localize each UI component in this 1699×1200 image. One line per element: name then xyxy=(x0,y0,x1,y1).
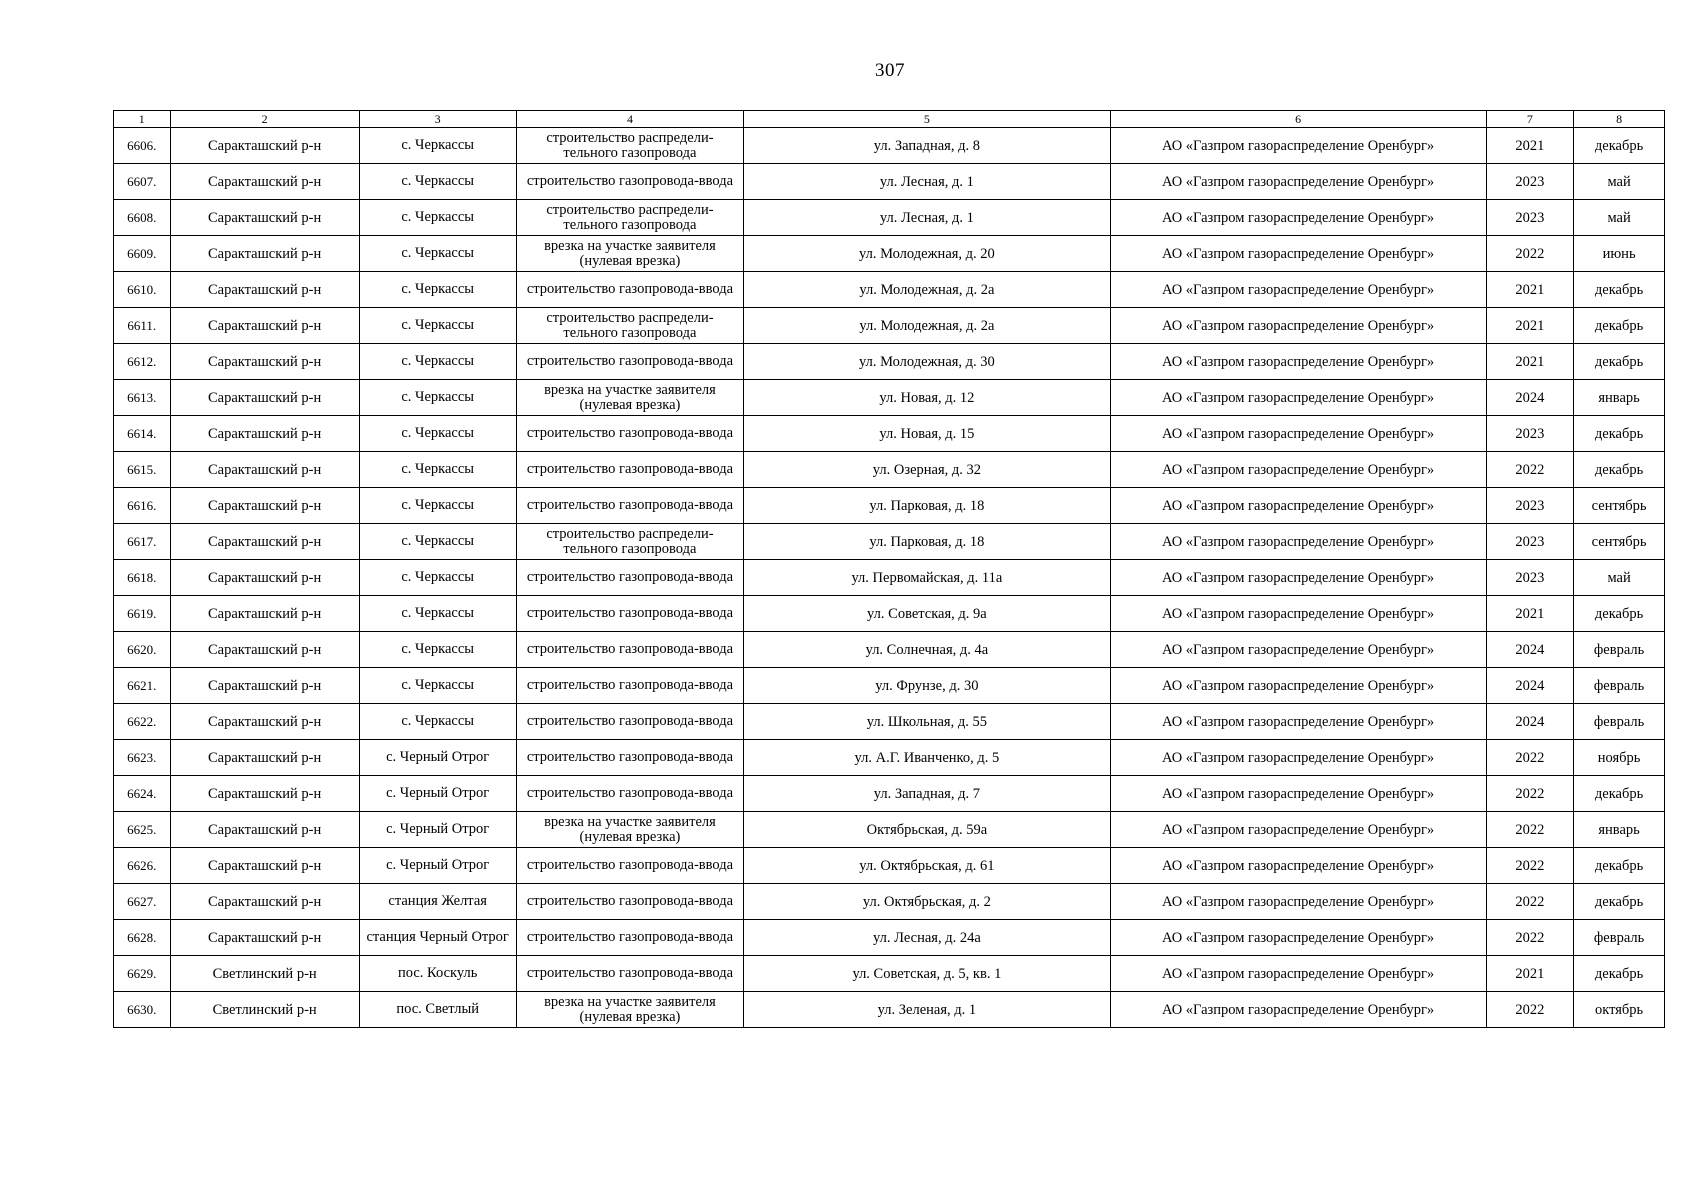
table-row xyxy=(114,308,1665,344)
settlement-cell: с. Черкассы xyxy=(359,524,516,560)
address-cell: ул. Советская, д. 9а xyxy=(744,596,1110,632)
work-type-cell: строительство газопровода-ввода xyxy=(516,344,744,380)
organization-cell: АО «Газпром газораспределение Оренбург» xyxy=(1110,668,1486,704)
district-cell: Саракташский р-н xyxy=(170,452,359,488)
month-cell: декабрь xyxy=(1574,848,1665,884)
table-row xyxy=(114,884,1665,920)
column-header: 7 xyxy=(1486,111,1574,128)
month-cell: декабрь xyxy=(1574,308,1665,344)
work-type-cell: врезка на участке заявителя (нулевая врезка) xyxy=(516,992,744,1028)
address-cell: ул. Молодежная, д. 2а xyxy=(744,308,1110,344)
month-cell: май xyxy=(1574,200,1665,236)
year-cell: 2024 xyxy=(1486,704,1574,740)
settlement-cell: с. Черкассы xyxy=(359,380,516,416)
year-cell: 2024 xyxy=(1486,632,1574,668)
organization-cell: АО «Газпром газораспределение Оренбург» xyxy=(1110,776,1486,812)
row-number: 6630. xyxy=(114,992,171,1028)
district-cell: Саракташский р-н xyxy=(170,164,359,200)
table-row xyxy=(114,776,1665,812)
organization-cell: АО «Газпром газораспределение Оренбург» xyxy=(1110,812,1486,848)
settlement-cell: с. Черкассы xyxy=(359,704,516,740)
row-number: 6623. xyxy=(114,740,171,776)
settlement-cell: с. Черный Отрог xyxy=(359,848,516,884)
address-cell: ул. Октябрьская, д. 61 xyxy=(744,848,1110,884)
organization-cell: АО «Газпром газораспределение Оренбург» xyxy=(1110,308,1486,344)
page-number: 307 xyxy=(875,60,905,81)
address-cell: ул. Западная, д. 7 xyxy=(744,776,1110,812)
year-cell: 2023 xyxy=(1486,524,1574,560)
work-type-cell: строительство газопровода-ввода xyxy=(516,668,744,704)
table-row xyxy=(114,452,1665,488)
address-cell: ул. Зеленая, д. 1 xyxy=(744,992,1110,1028)
organization-cell: АО «Газпром газораспределение Оренбург» xyxy=(1110,236,1486,272)
row-number: 6610. xyxy=(114,272,171,308)
table-row xyxy=(114,488,1665,524)
district-cell: Саракташский р-н xyxy=(170,848,359,884)
table-row xyxy=(114,344,1665,380)
settlement-cell: с. Черкассы xyxy=(359,560,516,596)
month-cell: июнь xyxy=(1574,236,1665,272)
work-type-cell: строительство газопровода-ввода xyxy=(516,956,744,992)
work-type-cell: строительство газопровода-ввода xyxy=(516,560,744,596)
address-cell: ул. Лесная, д. 1 xyxy=(744,164,1110,200)
row-number: 6609. xyxy=(114,236,171,272)
district-cell: Саракташский р-н xyxy=(170,416,359,452)
row-number: 6614. xyxy=(114,416,171,452)
organization-cell: АО «Газпром газораспределение Оренбург» xyxy=(1110,200,1486,236)
table-row xyxy=(114,128,1665,164)
table-row xyxy=(114,416,1665,452)
month-cell: февраль xyxy=(1574,704,1665,740)
column-header: 4 xyxy=(516,111,744,128)
organization-cell: АО «Газпром газораспределение Оренбург» xyxy=(1110,560,1486,596)
table-row xyxy=(114,272,1665,308)
organization-cell: АО «Газпром газораспределение Оренбург» xyxy=(1110,164,1486,200)
month-cell: январь xyxy=(1574,812,1665,848)
district-cell: Саракташский р-н xyxy=(170,632,359,668)
registry-table xyxy=(113,110,1665,1028)
work-type-cell: строительство газопровода-ввода xyxy=(516,704,744,740)
year-cell: 2024 xyxy=(1486,380,1574,416)
district-cell: Саракташский р-н xyxy=(170,920,359,956)
row-number: 6612. xyxy=(114,344,171,380)
address-cell: ул. Советская, д. 5, кв. 1 xyxy=(744,956,1110,992)
work-type-cell: строительство газопровода-ввода xyxy=(516,884,744,920)
settlement-cell: с. Черкассы xyxy=(359,452,516,488)
settlement-cell: пос. Светлый xyxy=(359,992,516,1028)
district-cell: Светлинский р-н xyxy=(170,992,359,1028)
district-cell: Саракташский р-н xyxy=(170,884,359,920)
district-cell: Саракташский р-н xyxy=(170,344,359,380)
organization-cell: АО «Газпром газораспределение Оренбург» xyxy=(1110,884,1486,920)
month-cell: декабрь xyxy=(1574,956,1665,992)
year-cell: 2021 xyxy=(1486,956,1574,992)
column-header: 6 xyxy=(1110,111,1486,128)
row-number: 6628. xyxy=(114,920,171,956)
settlement-cell: с. Черкассы xyxy=(359,416,516,452)
settlement-cell: с. Черкассы xyxy=(359,236,516,272)
district-cell: Саракташский р-н xyxy=(170,668,359,704)
row-number: 6615. xyxy=(114,452,171,488)
work-type-cell: строительство распредели-тельного газопровода xyxy=(516,308,744,344)
settlement-cell: с. Черкассы xyxy=(359,488,516,524)
year-cell: 2023 xyxy=(1486,164,1574,200)
row-number: 6606. xyxy=(114,128,171,164)
year-cell: 2021 xyxy=(1486,344,1574,380)
work-type-cell: строительство распредели-тельного газопровода xyxy=(516,128,744,164)
address-cell: ул. Фрунзе, д. 30 xyxy=(744,668,1110,704)
column-header: 8 xyxy=(1574,111,1665,128)
work-type-cell: врезка на участке заявителя (нулевая врезка) xyxy=(516,380,744,416)
year-cell: 2023 xyxy=(1486,416,1574,452)
district-cell: Саракташский р-н xyxy=(170,704,359,740)
address-cell: ул. Молодежная, д. 2а xyxy=(744,272,1110,308)
work-type-cell: строительство распредели-тельного газопровода xyxy=(516,200,744,236)
table-row xyxy=(114,524,1665,560)
month-cell: декабрь xyxy=(1574,128,1665,164)
district-cell: Саракташский р-н xyxy=(170,560,359,596)
work-type-cell: строительство газопровода-ввода xyxy=(516,452,744,488)
month-cell: сентябрь xyxy=(1574,488,1665,524)
table-row xyxy=(114,236,1665,272)
organization-cell: АО «Газпром газораспределение Оренбург» xyxy=(1110,128,1486,164)
organization-cell: АО «Газпром газораспределение Оренбург» xyxy=(1110,344,1486,380)
work-type-cell: врезка на участке заявителя (нулевая врезка) xyxy=(516,812,744,848)
table-row xyxy=(114,164,1665,200)
organization-cell: АО «Газпром газораспределение Оренбург» xyxy=(1110,956,1486,992)
district-cell: Саракташский р-н xyxy=(170,488,359,524)
column-header: 2 xyxy=(170,111,359,128)
settlement-cell: с. Черный Отрог xyxy=(359,812,516,848)
table-row xyxy=(114,380,1665,416)
work-type-cell: врезка на участке заявителя (нулевая врезка) xyxy=(516,236,744,272)
year-cell: 2022 xyxy=(1486,884,1574,920)
settlement-cell: с. Черкассы xyxy=(359,272,516,308)
work-type-cell: строительство газопровода-ввода xyxy=(516,596,744,632)
address-cell: ул. Лесная, д. 24а xyxy=(744,920,1110,956)
month-cell: май xyxy=(1574,164,1665,200)
organization-cell: АО «Газпром газораспределение Оренбург» xyxy=(1110,524,1486,560)
settlement-cell: с. Черкассы xyxy=(359,164,516,200)
year-cell: 2023 xyxy=(1486,560,1574,596)
address-cell: ул. Солнечная, д. 4а xyxy=(744,632,1110,668)
settlement-cell: с. Черкассы xyxy=(359,308,516,344)
address-cell: ул. Западная, д. 8 xyxy=(744,128,1110,164)
settlement-cell: с. Черкассы xyxy=(359,632,516,668)
work-type-cell: строительство газопровода-ввода xyxy=(516,272,744,308)
year-cell: 2023 xyxy=(1486,200,1574,236)
row-number: 6627. xyxy=(114,884,171,920)
address-cell: ул. Новая, д. 12 xyxy=(744,380,1110,416)
district-cell: Саракташский р-н xyxy=(170,776,359,812)
district-cell: Саракташский р-н xyxy=(170,380,359,416)
work-type-cell: строительство газопровода-ввода xyxy=(516,416,744,452)
organization-cell: АО «Газпром газораспределение Оренбург» xyxy=(1110,596,1486,632)
year-cell: 2022 xyxy=(1486,452,1574,488)
year-cell: 2021 xyxy=(1486,308,1574,344)
work-type-cell: строительство газопровода-ввода xyxy=(516,776,744,812)
year-cell: 2022 xyxy=(1486,740,1574,776)
row-number: 6611. xyxy=(114,308,171,344)
work-type-cell: строительство газопровода-ввода xyxy=(516,488,744,524)
address-cell: ул. Первомайская, д. 11а xyxy=(744,560,1110,596)
row-number: 6613. xyxy=(114,380,171,416)
settlement-cell: с. Черкассы xyxy=(359,596,516,632)
row-number: 6626. xyxy=(114,848,171,884)
address-cell: ул. Молодежная, д. 30 xyxy=(744,344,1110,380)
year-cell: 2021 xyxy=(1486,596,1574,632)
month-cell: декабрь xyxy=(1574,416,1665,452)
organization-cell: АО «Газпром газораспределение Оренбург» xyxy=(1110,704,1486,740)
year-cell: 2022 xyxy=(1486,776,1574,812)
district-cell: Саракташский р-н xyxy=(170,128,359,164)
row-number: 6621. xyxy=(114,668,171,704)
address-cell: ул. Октябрьская, д. 2 xyxy=(744,884,1110,920)
table-row xyxy=(114,632,1665,668)
organization-cell: АО «Газпром газораспределение Оренбург» xyxy=(1110,992,1486,1028)
work-type-cell: строительство газопровода-ввода xyxy=(516,848,744,884)
table-row xyxy=(114,812,1665,848)
year-cell: 2021 xyxy=(1486,128,1574,164)
work-type-cell: строительство распредели-тельного газопровода xyxy=(516,524,744,560)
row-number: 6618. xyxy=(114,560,171,596)
organization-cell: АО «Газпром газораспределение Оренбург» xyxy=(1110,632,1486,668)
district-cell: Саракташский р-н xyxy=(170,596,359,632)
month-cell: декабрь xyxy=(1574,452,1665,488)
settlement-cell: с. Черкассы xyxy=(359,668,516,704)
year-cell: 2023 xyxy=(1486,488,1574,524)
settlement-cell: с. Черкассы xyxy=(359,200,516,236)
settlement-cell: станция Черный Отрог xyxy=(359,920,516,956)
organization-cell: АО «Газпром газораспределение Оренбург» xyxy=(1110,740,1486,776)
settlement-cell: станция Желтая xyxy=(359,884,516,920)
row-number: 6625. xyxy=(114,812,171,848)
row-number: 6607. xyxy=(114,164,171,200)
month-cell: декабрь xyxy=(1574,272,1665,308)
address-cell: ул. Озерная, д. 32 xyxy=(744,452,1110,488)
address-cell: Октябрьская, д. 59а xyxy=(744,812,1110,848)
address-cell: ул. Школьная, д. 55 xyxy=(744,704,1110,740)
month-cell: ноябрь xyxy=(1574,740,1665,776)
year-cell: 2024 xyxy=(1486,668,1574,704)
month-cell: февраль xyxy=(1574,920,1665,956)
table-body xyxy=(114,128,1665,1028)
month-cell: декабрь xyxy=(1574,344,1665,380)
settlement-cell: пос. Коскуль xyxy=(359,956,516,992)
table-row xyxy=(114,704,1665,740)
district-cell: Саракташский р-н xyxy=(170,200,359,236)
district-cell: Саракташский р-н xyxy=(170,272,359,308)
address-cell: ул. Молодежная, д. 20 xyxy=(744,236,1110,272)
district-cell: Светлинский р-н xyxy=(170,956,359,992)
table-row xyxy=(114,956,1665,992)
address-cell: ул. А.Г. Иванченко, д. 5 xyxy=(744,740,1110,776)
organization-cell: АО «Газпром газораспределение Оренбург» xyxy=(1110,416,1486,452)
month-cell: май xyxy=(1574,560,1665,596)
district-cell: Саракташский р-н xyxy=(170,236,359,272)
month-cell: февраль xyxy=(1574,668,1665,704)
district-cell: Саракташский р-н xyxy=(170,524,359,560)
year-cell: 2021 xyxy=(1486,272,1574,308)
settlement-cell: с. Черкассы xyxy=(359,344,516,380)
settlement-cell: с. Черный Отрог xyxy=(359,776,516,812)
month-cell: декабрь xyxy=(1574,884,1665,920)
table-row xyxy=(114,992,1665,1028)
table-row xyxy=(114,560,1665,596)
row-number: 6624. xyxy=(114,776,171,812)
organization-cell: АО «Газпром газораспределение Оренбург» xyxy=(1110,452,1486,488)
year-cell: 2022 xyxy=(1486,236,1574,272)
row-number: 6608. xyxy=(114,200,171,236)
settlement-cell: с. Черный Отрог xyxy=(359,740,516,776)
year-cell: 2022 xyxy=(1486,992,1574,1028)
organization-cell: АО «Газпром газораспределение Оренбург» xyxy=(1110,488,1486,524)
month-cell: октябрь xyxy=(1574,992,1665,1028)
organization-cell: АО «Газпром газораспределение Оренбург» xyxy=(1110,848,1486,884)
table-row xyxy=(114,848,1665,884)
organization-cell: АО «Газпром газораспределение Оренбург» xyxy=(1110,272,1486,308)
row-number: 6620. xyxy=(114,632,171,668)
column-header: 3 xyxy=(359,111,516,128)
year-cell: 2022 xyxy=(1486,920,1574,956)
month-cell: декабрь xyxy=(1574,596,1665,632)
row-number: 6619. xyxy=(114,596,171,632)
address-cell: ул. Парковая, д. 18 xyxy=(744,524,1110,560)
work-type-cell: строительство газопровода-ввода xyxy=(516,920,744,956)
district-cell: Саракташский р-н xyxy=(170,812,359,848)
column-header: 1 xyxy=(114,111,171,128)
year-cell: 2022 xyxy=(1486,848,1574,884)
work-type-cell: строительство газопровода-ввода xyxy=(516,740,744,776)
work-type-cell: строительство газопровода-ввода xyxy=(516,632,744,668)
table-row xyxy=(114,668,1665,704)
district-cell: Саракташский р-н xyxy=(170,740,359,776)
organization-cell: АО «Газпром газораспределение Оренбург» xyxy=(1110,920,1486,956)
month-cell: сентябрь xyxy=(1574,524,1665,560)
month-cell: декабрь xyxy=(1574,776,1665,812)
row-number: 6622. xyxy=(114,704,171,740)
table-row xyxy=(114,920,1665,956)
work-type-cell: строительство газопровода-ввода xyxy=(516,164,744,200)
month-cell: февраль xyxy=(1574,632,1665,668)
row-number: 6616. xyxy=(114,488,171,524)
table-row xyxy=(114,200,1665,236)
table-row xyxy=(114,740,1665,776)
year-cell: 2022 xyxy=(1486,812,1574,848)
address-cell: ул. Новая, д. 15 xyxy=(744,416,1110,452)
row-number: 6617. xyxy=(114,524,171,560)
table-row xyxy=(114,596,1665,632)
column-header: 5 xyxy=(744,111,1110,128)
district-cell: Саракташский р-н xyxy=(170,308,359,344)
row-number: 6629. xyxy=(114,956,171,992)
settlement-cell: с. Черкассы xyxy=(359,128,516,164)
column-number-row xyxy=(114,111,1665,128)
address-cell: ул. Парковая, д. 18 xyxy=(744,488,1110,524)
month-cell: январь xyxy=(1574,380,1665,416)
organization-cell: АО «Газпром газораспределение Оренбург» xyxy=(1110,380,1486,416)
address-cell: ул. Лесная, д. 1 xyxy=(744,200,1110,236)
